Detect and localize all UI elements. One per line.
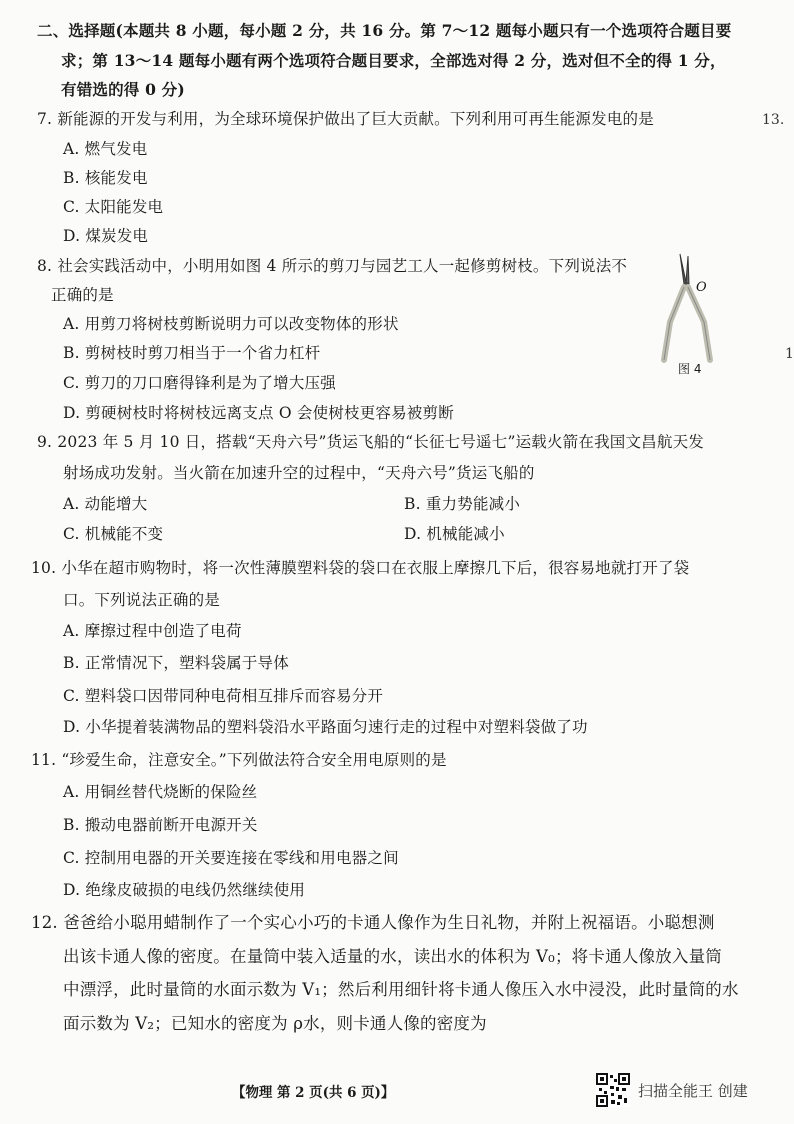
q9-option-a: A. 动能增大 (63, 495, 148, 513)
pivot-o-label: O (696, 280, 707, 295)
q7-option-d: D. 煤炭发电 (63, 227, 149, 245)
q8-stem-line-2: 正确的是 (51, 286, 114, 304)
q8-option-d: D. 剪硬树枝时将树枝远离支点 O 会使树枝更容易被剪断 (63, 404, 454, 422)
q11-option-b: B. 搬动电器前断开电源开关 (63, 816, 258, 834)
q9-option-d: D. 机械能减小 (404, 525, 505, 543)
q10-option-c: C. 塑料袋口因带同种电荷相互排斥而容易分开 (63, 687, 384, 705)
q11-option-d: D. 绝缘皮破损的电线仍然继续使用 (63, 881, 306, 899)
q12-line-4: 面示数为 V₂；已知水的密度为 ρ水，则卡通人像的密度为 (63, 1014, 487, 1033)
q9-option-b: B. 重力势能减小 (404, 495, 521, 513)
q8-option-b: B. 剪树枝时剪刀相当于一个省力杠杆 (63, 344, 321, 362)
q12-line-2: 出该卡通人像的密度。在量筒中装入适量的水，读出水的体积为 V₀；将卡通人像放入量筒 (63, 947, 722, 966)
q7-option-a: A. 燃气发电 (63, 140, 148, 158)
q9-stem-line-1: 9. 2023 年 5 月 10 日，搭载“天舟六号”货运飞船的“长征七号遥七”运载火箭在我国文昌航天发 (37, 433, 704, 451)
page-footer: 【物理 第 2 页(共 6 页)】 (232, 1085, 395, 1101)
q10-stem-line-1: 10. 小华在超市购物时，将一次性薄膜塑料袋的袋口在衣服上摩擦几下后，很容易地就打开了袋 (31, 559, 690, 577)
figure-4-shears (650, 252, 726, 380)
figure-4-caption: 图 4 (678, 362, 702, 376)
q7-option-c: C. 太阳能发电 (63, 198, 164, 216)
qr-code-icon (596, 1073, 630, 1107)
q11-stem: 11. “珍爱生命，注意安全。”下列做法符合安全用电原则的是 (31, 751, 447, 769)
scanner-label: 扫描全能王 创建 (638, 1081, 748, 1100)
scanner-watermark (596, 1073, 748, 1107)
section-header-line-1: 二、选择题(本题共 8 小题，每小题 2 分，共 16 分。第 7～12 题每小题只有一个选项符合题目要 (37, 21, 732, 40)
q9-stem-line-2: 射场成功发射。当火箭在加速升空的过程中，“天舟六号”货运飞船的 (63, 464, 535, 482)
q10-option-b: B. 正常情况下，塑料袋属于导体 (63, 654, 289, 672)
q7-option-b: B. 核能发电 (63, 169, 148, 187)
q11-option-c: C. 控制用电器的开关要连接在零线和用电器之间 (63, 849, 399, 867)
q8-stem-line-1: 8. 社会实践活动中，小明用如图 4 所示的剪刀与园艺工人一起修剪树枝。下列说法不 (37, 257, 628, 275)
section-header-line-3: 有错选的得 0 分) (61, 80, 185, 99)
section-header-line-2: 求；第 13～14 题每小题有两个选项符合题目要求，全部选对得 2 分，选对但不全的得 1 分， (61, 51, 726, 70)
q10-option-d: D. 小华提着装满物品的塑料袋沿水平路面匀速行走的过程中对塑料袋做了功 (63, 718, 588, 736)
q8-option-c: C. 剪刀的刀口磨得锋利是为了增大压强 (63, 374, 336, 392)
q12-line-3: 中漂浮，此时量筒的水面示数为 V₁；然后利用细针将卡通人像压入水中浸没，此时量筒的水 (63, 980, 739, 999)
q10-stem-line-2: 口。下列说法正确的是 (63, 591, 221, 609)
q9-option-c: C. 机械能不变 (63, 525, 164, 543)
q11-option-a: A. 用铜丝替代烧断的保险丝 (63, 783, 258, 801)
margin-number-13: 13. (762, 112, 785, 128)
q10-option-a: A. 摩擦过程中创造了电荷 (63, 622, 242, 640)
q7-stem: 7. 新能源的开发与利用，为全球环境保护做出了巨大贡献。下列利用可再生能源发电的是 (37, 110, 654, 128)
margin-number-1: 1 (785, 346, 794, 362)
q8-option-a: A. 用剪刀将树枝剪断说明力可以改变物体的形状 (63, 315, 399, 333)
q12-line-1: 12. 爸爸给小聪用蜡制作了一个实心小巧的卡通人像作为生日礼物，并附上祝福语。小聪想测 (31, 913, 715, 932)
